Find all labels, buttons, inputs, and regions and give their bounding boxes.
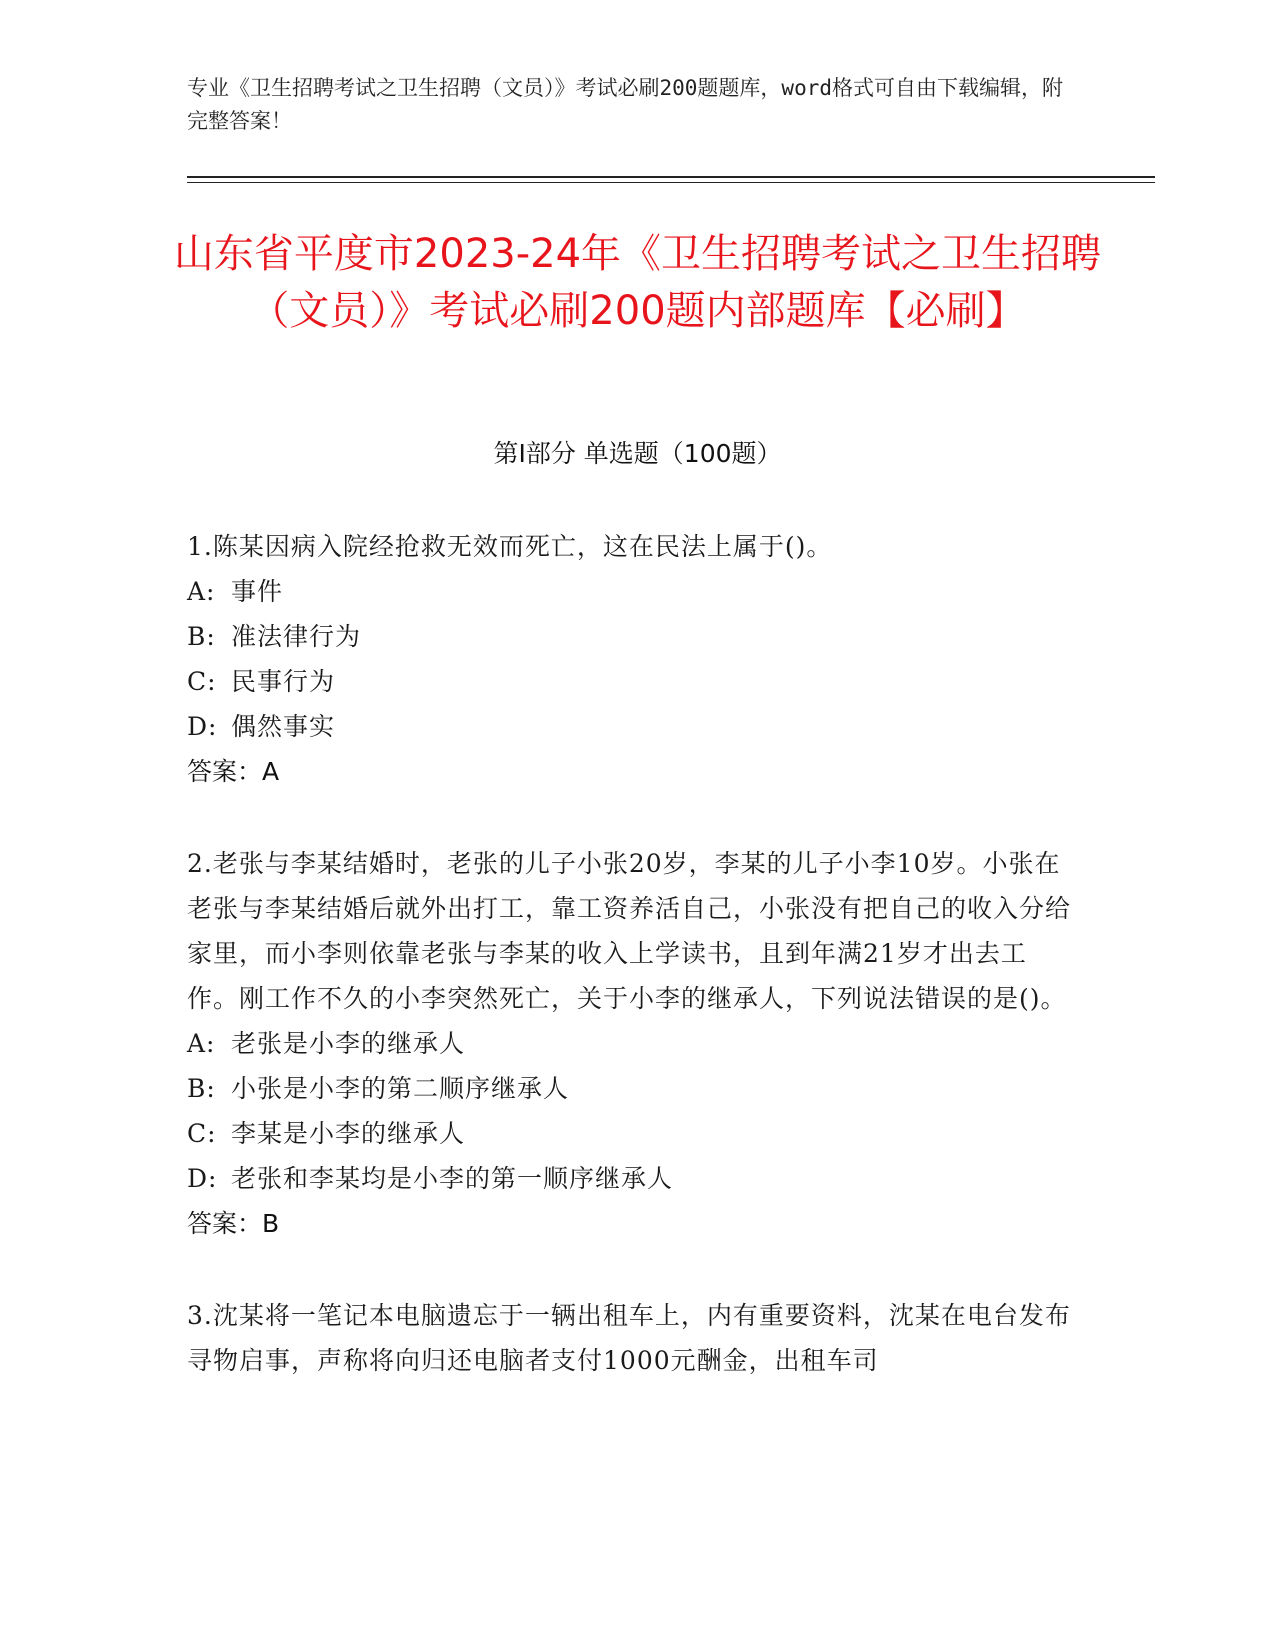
option-b bbox=[187, 1066, 1077, 1111]
option-text: 民事行为 bbox=[231, 667, 336, 696]
header-divider bbox=[187, 176, 1155, 178]
option-text: 偶然事实 bbox=[231, 712, 336, 741]
option-c bbox=[187, 659, 1077, 704]
question-stem: 3.沈某将一笔记本电脑遗忘于一辆出租车上，内有重要资料，沈某在电台发布寻物启事，声称将向归还电脑者支付1000元酬金，出租车司 bbox=[187, 1301, 1071, 1375]
option-key: D: bbox=[187, 1164, 218, 1193]
option-a bbox=[187, 1021, 1077, 1066]
option-c bbox=[187, 1111, 1077, 1156]
answer-line: 答案：B bbox=[187, 1209, 280, 1238]
question-1 bbox=[187, 524, 1077, 794]
option-key: B: bbox=[187, 1074, 216, 1103]
option-key: D: bbox=[187, 712, 218, 741]
answer-line: 答案：A bbox=[187, 757, 280, 786]
option-key: A: bbox=[187, 1029, 216, 1058]
option-key: A: bbox=[187, 577, 216, 606]
option-key: C: bbox=[187, 667, 217, 696]
header-note: 专业《卫生招聘考试之卫生招聘（文员）》考试必刷200题题库，word格式可自由下载编辑，附完整答案！ bbox=[187, 76, 1063, 133]
option-a bbox=[187, 569, 1077, 614]
option-text: 事件 bbox=[231, 577, 284, 606]
question-stem: 1.陈某因病入院经抢救无效而死亡，这在民法上属于()。 bbox=[187, 532, 833, 561]
header-divider-thin bbox=[187, 182, 1155, 183]
question-3 bbox=[187, 1293, 1077, 1383]
document-title: 山东省平度市2023-24年《卫生招聘考试之卫生招聘（文员）》考试必刷200题内部题库【必刷】 bbox=[173, 231, 1102, 334]
question-stem: 2.老张与李某结婚时，老张的儿子小张20岁，李某的儿子小李10岁。小张在老张与李某结婚后就外出打工，靠工资养活自己，小张没有把自己的收入分给家里，而小李则依靠老张与李某的收入上学读书，且到年满21岁才出去工作。刚工作不久的小李突然死亡，关于小李的继承人，下列说法错误的是()。 bbox=[187, 849, 1072, 1013]
option-d bbox=[187, 1156, 1077, 1201]
option-text: 准法律行为 bbox=[231, 622, 362, 651]
option-d bbox=[187, 704, 1077, 749]
question-list bbox=[187, 524, 1077, 1430]
option-b bbox=[187, 614, 1077, 659]
option-key: C: bbox=[187, 1119, 217, 1148]
option-text: 小张是小李的第二顺序继承人 bbox=[231, 1074, 570, 1103]
question-2 bbox=[187, 841, 1077, 1246]
option-key: B: bbox=[187, 622, 216, 651]
section-title: 第I部分 单选题（100题） bbox=[493, 439, 782, 468]
option-text: 老张是小李的继承人 bbox=[231, 1029, 466, 1058]
option-text: 老张和李某均是小李的第一顺序继承人 bbox=[231, 1164, 674, 1193]
option-text: 李某是小李的继承人 bbox=[231, 1119, 466, 1148]
